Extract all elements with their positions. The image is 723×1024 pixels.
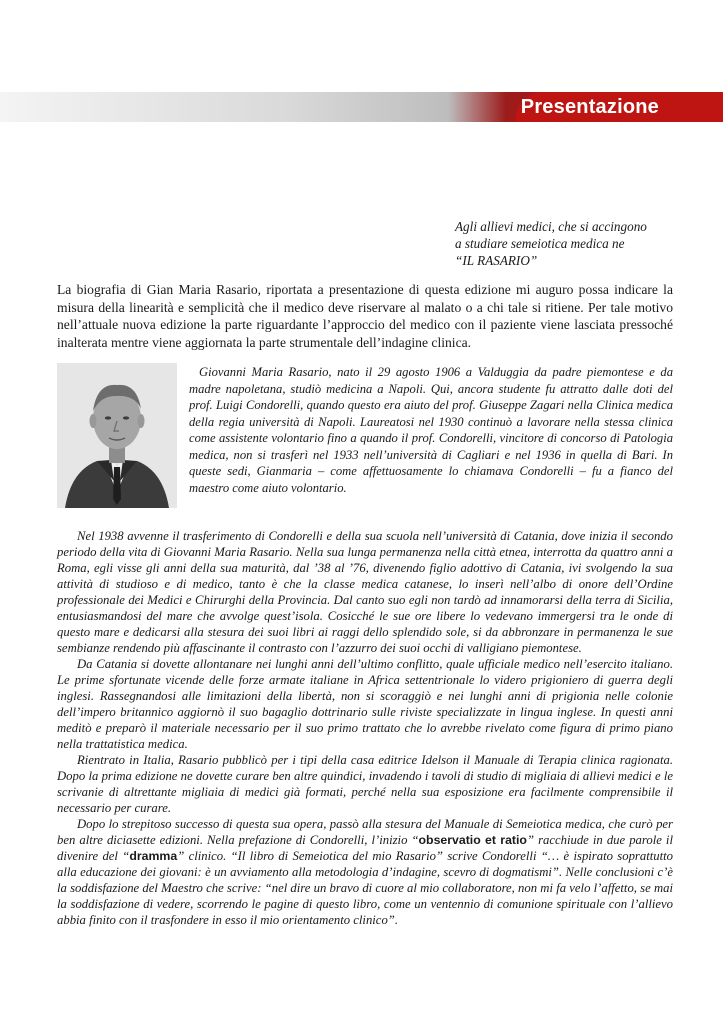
body-paragraph: Da Catania si dovette allontanare nei lunghi anni dell’ultimo conflitto, quale ufficiale medico nell’esercito italiano. Le prime sfortunate vicende delle forze armate italiane in Africa settentrionale lo videro prigioniero di guerra degli inglesi. Rassegnandosi alle limitazioni della libertà, non si scoraggiò e nei lunghi anni di prigionia nelle colonie dell’impero britannico aggiornò il suo bagaglio dottrinario sulle riviste specializzate in lingua inglese. In questi anni meditò e preparò il materiale necessario per il suo primo trattato che lo avrebbe rivelato come figura di primo piano nella trattatistica medica. — [57, 657, 673, 751]
text-run: Dopo lo strepitoso successo di questa sua opera, passò alla stesura del Manuale di Semeiotica medica, che curò per ben altre diciasette edizioni. Nella prefazione di Condorelli, l’inizio “ — [57, 817, 673, 847]
body-paragraph: Nel 1938 avvenne il trasferimento di Condorelli e della sua scuola nell’università di Catania, dove inizia il secondo periodo della vita di Giovanni Maria Rasario. Nella sua lunga permanenza nella città etnea, interrotta da quattro anni a Roma, egli visse gli anni della sua maturità, dal ’38 al ’76, divenendo figlio adottivo di Catania, ivi svolgendo la sua attività di studioso e di medico, tanto è che la classe medica catanese, lo inserì nell’albo di onore dell’Ordine professionale dei Medici e Chirurghi della Provincia. Dal canto suo egli non tardò ad innamorarsi della terra di Sicilia, entusiasmandosi del mare che avvolge quest’isola. Cosicché le sue ore libere lo vedevano immergersi tra le onde di questo mare e dedicarsi alla stesura dei suoi libri ai raggi dello splendido sole, si da abbronzare in permanenza le sue sembianze rendendo più affascinante il contrasto con l’azzurro dei suoi occhi di valligiano piemontese. — [57, 529, 673, 655]
biography-text: Giovanni Maria Rasario, nato il 29 agosto 1906 a Valduggia da padre piemontese e da madre napoletana, studiò medicina a Napoli. Qui, ancora studente fu attratto dalle doti del prof. Luigi Condorelli, quando questo era aiuto del prof. Giuseppe Zagari nella Clinica medica della regia università di Napoli. Laureatosi nel 1930 continuò a lavorare nella stessa clinica come assistente volontario fino a quando il prof. Condorelli, vincitore di concorso di Patologia medica, non si trasferì nel 1933 nell’università di Cagliari e nel 1936 in quella di Bari. In queste sedi, Gianmaria – come affettuosamente lo chiamava Condorelli – fu a fianco del maestro come aiuto volontario. — [189, 365, 673, 495]
body-paragraph — [57, 816, 673, 928]
bold-phrase: observatio et ratio — [418, 833, 527, 847]
body-paragraph: Rientrato in Italia, Rasario pubblicò per i tipi della casa editrice Idelson il Manuale di Terapia clinica ragionata. Dopo la prima edizione ne dovette curare ben altre quindici, invadendo i tavoli di studio di migliaia di allievi medici e le scrivanie di altrettante migliaia di medici già formati, perché nella sua esposizione era facilmente comprensibile il necessario per curare. — [57, 753, 673, 815]
dedication-line: a studiare semeiotica medica ne — [455, 236, 625, 251]
portrait-photo — [57, 363, 177, 508]
dedication — [455, 218, 670, 269]
text-run: ” clinico. “Il libro di Semeiotica del mio Rasario” scrive Condorelli “… è ispirato soprattutto alla educazione dei giovani: è un avviamento alla metodologia d’indagine, scevro di dogmatismi”. Nelle conclusioni c’è la soddisfazione del Maestro che scrive: “nel dire un bravo di cuore al mio collaboratore, non mi fa velo l’affetto, se mai la soddisfazione di vedere, scorrendo le pagine di questo libro, come un ventennio di comunione spirituale con l’allievo abbia finito con il trasfondere in esso il mio orientamento clinico”. — [57, 849, 673, 927]
intro-paragraph: La biografia di Gian Maria Rasario, riportata a presentazione di questa edizione mi auguro possa indicare la misura della linearità e semplicità che il medico deve riservare al malato o a chi tale si ritiene. Per tale motivo nell’attuale nuova edizione la parte riguardante l’approccio del medico con il paziente viene lasciata pressoché inalterata mentre viene aggiornata la parte strumentale dell’indagine clinica. — [57, 282, 673, 350]
bold-phrase: dramma — [129, 849, 178, 863]
dedication-line: “IL RASARIO” — [455, 253, 538, 268]
dedication-line: Agli allievi medici, che si accingono — [455, 219, 647, 234]
main-text — [57, 528, 673, 928]
text-run: ” racchiude in due parole il divenire del “ — [57, 833, 673, 863]
biography-box — [189, 364, 673, 496]
page-title: Presentazione — [520, 96, 659, 118]
